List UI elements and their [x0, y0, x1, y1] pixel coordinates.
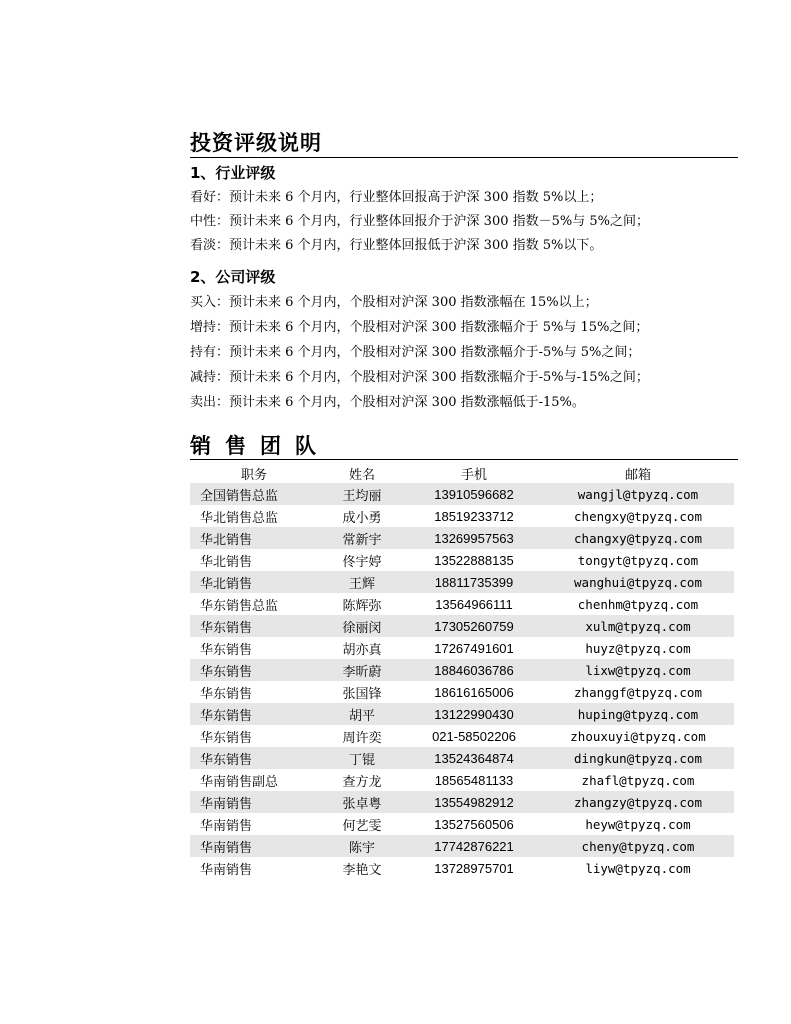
- rating-title-rule: [190, 157, 738, 158]
- table-row: [190, 615, 734, 637]
- company-rating-line: 持有：预计未来 6 个月内，个股相对沪深 300 指数涨幅介于-5%与 5%之间；: [190, 345, 641, 360]
- col-header-name: 姓名: [348, 467, 375, 483]
- phone-cell: 17742876221: [406, 835, 542, 857]
- phone-cell: 17305260759: [406, 615, 542, 637]
- table-row: [190, 725, 734, 747]
- table-row: [190, 637, 734, 659]
- email-cell: heyw@tpyzq.com: [585, 816, 691, 832]
- email-cell: liyw@tpyzq.com: [585, 860, 691, 876]
- company-rating-line: 买入：预计未来 6 个月内，个股相对沪深 300 指数涨幅在 15%以上；: [190, 295, 598, 310]
- name-cell: 陈宇: [318, 835, 406, 857]
- phone-cell: 021-58502206: [432, 728, 516, 744]
- role-cell: 华东销售: [200, 730, 253, 746]
- phone-cell: 18565481133: [434, 772, 514, 788]
- phone-cell: 17267491601: [434, 640, 514, 656]
- name-cell: 佟宇婷: [342, 554, 382, 570]
- phone-cell: 18616165006: [434, 684, 514, 700]
- role-cell: 全国销售总监: [190, 483, 318, 505]
- role-cell: 华北销售: [190, 571, 318, 593]
- phone-cell: 13554982912: [406, 791, 542, 813]
- email-cell: chengxy@tpyzq.com: [574, 508, 702, 524]
- phone-cell: 18811735399: [406, 571, 542, 593]
- name-cell: 何艺雯: [342, 818, 382, 834]
- phone-cell: 13122990430: [406, 703, 542, 725]
- role-cell: 华东销售: [190, 615, 318, 637]
- role-cell: 华南销售: [190, 791, 318, 813]
- phone-cell: 13564966111: [435, 596, 513, 612]
- email-cell: cheny@tpyzq.com: [542, 835, 734, 857]
- table-header-row: [190, 463, 734, 483]
- table-row: [190, 659, 734, 681]
- rating-section-title: 投资评级说明: [190, 131, 322, 155]
- email-cell: xulm@tpyzq.com: [542, 615, 734, 637]
- role-cell: 华东销售总监: [200, 598, 279, 614]
- name-cell: 成小勇: [342, 510, 382, 526]
- name-cell: 查方龙: [342, 774, 382, 790]
- phone-cell: 13728975701: [434, 860, 514, 876]
- email-cell: chenhm@tpyzq.com: [577, 596, 699, 612]
- role-cell: 华北销售总监: [200, 510, 279, 526]
- company-rating-line: 卖出：预计未来 6 个月内，个股相对沪深 300 指数涨幅低于-15%。: [190, 395, 585, 410]
- role-cell: 华东销售: [200, 686, 253, 702]
- name-cell: 张国锋: [342, 686, 382, 702]
- table-row: [190, 791, 734, 813]
- table-row: [190, 835, 734, 857]
- table-row: [190, 571, 734, 593]
- email-cell: zhafl@tpyzq.com: [581, 772, 695, 788]
- company-rating-line: 减持：预计未来 6 个月内，个股相对沪深 300 指数涨幅介于-5%与-15%之间；: [190, 370, 649, 385]
- col-header-title: 职务: [240, 467, 267, 483]
- table-row: [190, 747, 734, 769]
- role-cell: 华南销售: [200, 818, 253, 834]
- industry-rating-line: 看淡：预计未来 6 个月内，行业整体回报低于沪深 300 指数 5%以下。: [190, 238, 603, 253]
- email-cell: lixw@tpyzq.com: [542, 659, 734, 681]
- email-cell: changxy@tpyzq.com: [542, 527, 734, 549]
- name-cell: 张卓粤: [318, 791, 406, 813]
- email-cell: zhangzy@tpyzq.com: [542, 791, 734, 813]
- name-cell: 胡亦真: [342, 642, 382, 658]
- role-cell: 华北销售: [200, 554, 253, 570]
- role-cell: 华东销售: [190, 747, 318, 769]
- table-row: [190, 681, 734, 703]
- role-cell: 华南销售: [190, 835, 318, 857]
- table-row: [190, 593, 734, 615]
- name-cell: 周许奕: [342, 730, 382, 746]
- name-cell: 胡平: [318, 703, 406, 725]
- role-cell: 华南销售副总: [200, 774, 279, 790]
- phone-cell: 18846036786: [406, 659, 542, 681]
- table-row: [190, 857, 734, 879]
- company-rating-line: 增持：预计未来 6 个月内，个股相对沪深 300 指数涨幅介于 5%与 15%之间；: [190, 320, 649, 335]
- role-cell: 华东销售: [200, 642, 253, 658]
- company-rating-heading: 2、公司评级: [190, 268, 276, 286]
- phone-cell: 13527560506: [434, 816, 514, 832]
- phone-cell: 13269957563: [406, 527, 542, 549]
- table-row: [190, 769, 734, 791]
- table-row: [190, 483, 734, 505]
- table-row: [190, 505, 734, 527]
- team-title-rule: [190, 459, 738, 460]
- name-cell: 丁锟: [318, 747, 406, 769]
- name-cell: 王均丽: [318, 483, 406, 505]
- table-row: [190, 549, 734, 571]
- email-cell: zhanggf@tpyzq.com: [574, 684, 702, 700]
- role-cell: 华东销售: [190, 659, 318, 681]
- col-header-email: 邮箱: [624, 467, 651, 483]
- table-row: [190, 813, 734, 835]
- industry-rating-line: 中性：预计未来 6 个月内，行业整体回报介于沪深 300 指数－5%与 5%之间；: [190, 214, 649, 229]
- name-cell: 王辉: [318, 571, 406, 593]
- sales-team-table: [190, 463, 734, 879]
- role-cell: 华北销售: [190, 527, 318, 549]
- role-cell: 华东销售: [190, 703, 318, 725]
- email-cell: wanghui@tpyzq.com: [542, 571, 734, 593]
- email-cell: zhouxuyi@tpyzq.com: [570, 728, 706, 744]
- table-row: [190, 703, 734, 725]
- name-cell: 李昕蔚: [318, 659, 406, 681]
- table-row: [190, 527, 734, 549]
- phone-cell: 13524364874: [406, 747, 542, 769]
- email-cell: huping@tpyzq.com: [542, 703, 734, 725]
- email-cell: huyz@tpyzq.com: [585, 640, 691, 656]
- phone-cell: 13522888135: [434, 552, 514, 568]
- email-cell: tongyt@tpyzq.com: [577, 552, 699, 568]
- email-cell: wangjl@tpyzq.com: [542, 483, 734, 505]
- email-cell: dingkun@tpyzq.com: [542, 747, 734, 769]
- sales-team-title: 销售团队: [190, 434, 330, 458]
- name-cell: 常新宇: [318, 527, 406, 549]
- industry-rating-heading: 1、行业评级: [190, 164, 276, 182]
- col-header-phone: 手机: [460, 467, 487, 483]
- phone-cell: 18519233712: [434, 508, 514, 524]
- name-cell: 陈辉弥: [342, 598, 382, 614]
- sales-team-rows: [190, 483, 734, 879]
- industry-rating-line: 看好：预计未来 6 个月内，行业整体回报高于沪深 300 指数 5%以上；: [190, 190, 603, 205]
- name-cell: 李艳文: [342, 862, 382, 878]
- role-cell: 华南销售: [200, 862, 253, 878]
- phone-cell: 13910596682: [406, 483, 542, 505]
- name-cell: 徐丽闵: [318, 615, 406, 637]
